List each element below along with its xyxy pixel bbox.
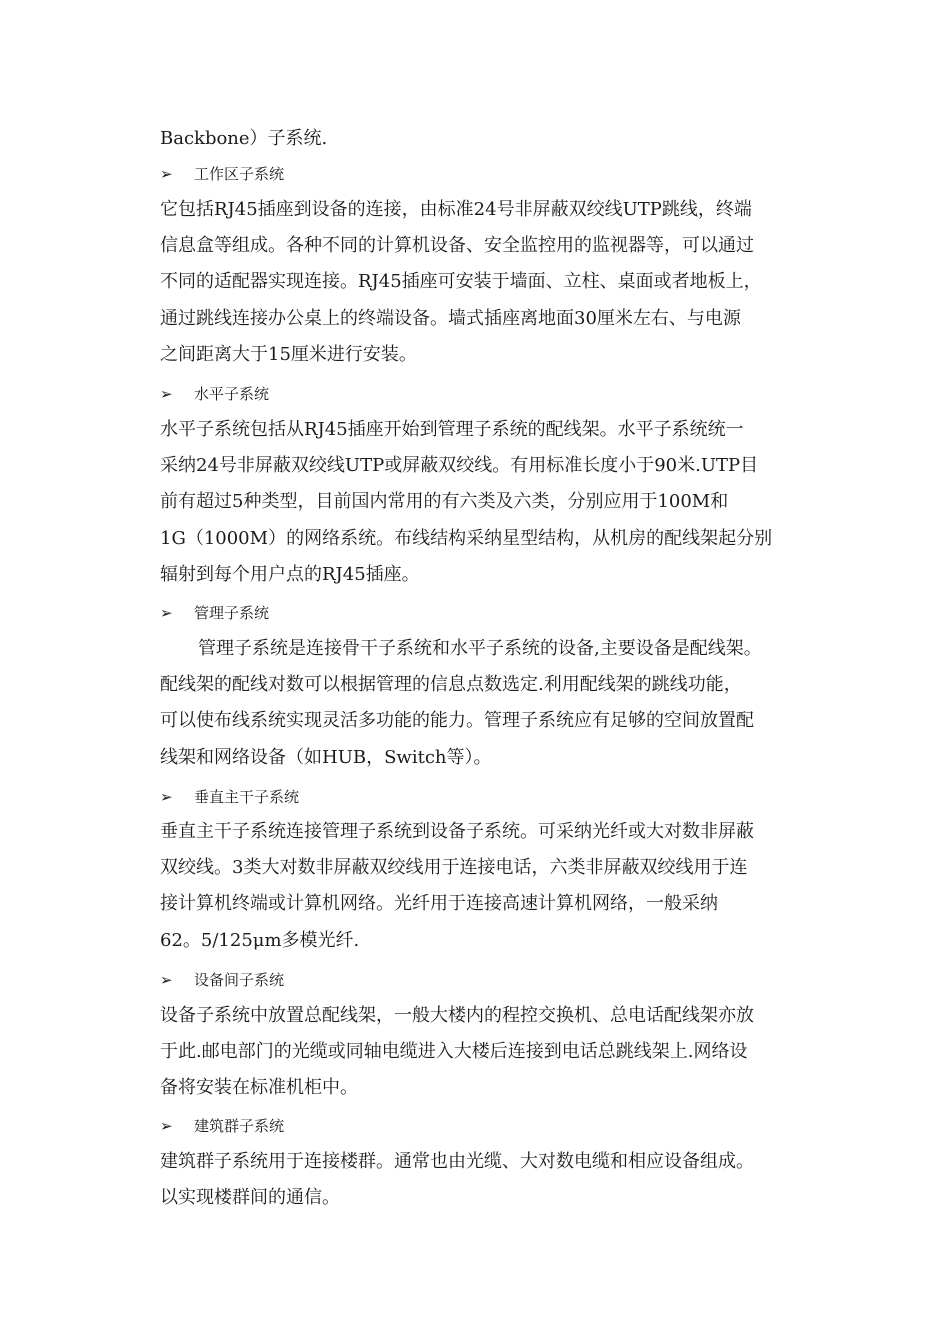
arrow-bullet-icon: ➢	[160, 165, 173, 183]
text-line: Backbone）子系统.	[160, 128, 328, 149]
text-line: 双绞线。3类大对数非屏蔽双绞线用于连接电话，六类非屏蔽双绞线用于连	[160, 857, 748, 878]
text-line: 不同的适配器实现连接。RJ45插座可安装于墙面、立柱、桌面或者地板上，	[160, 271, 762, 292]
section-heading-equipment-room	[160, 968, 810, 992]
text-line: 62。5/125μm多模光纤.	[160, 930, 360, 951]
arrow-bullet-icon: ➢	[160, 604, 173, 622]
text-line: 前有超过5种类型，目前国内常用的有六类及六类，分别应用于100M和	[160, 491, 729, 512]
text-line: 它包括RJ45插座到设备的连接，由标准24号非屏蔽双绞线UTP跳线，终端	[160, 199, 752, 220]
text-line: 以实现楼群间的通信。	[160, 1187, 340, 1208]
section-heading-backbone	[160, 785, 810, 809]
text-line: 于此.邮电部门的光缆或同轴电缆进入大楼后连接到电话总跳线架上.网络设	[160, 1041, 748, 1062]
text-line: 配线架的配线对数可以根据管理的信息点数选定.利用配线架的跳线功能，	[160, 674, 742, 695]
text-line: 信息盒等组成。各种不同的计算机设备、安全监控用的监视器等，可以通过	[160, 235, 754, 256]
heading-text: 设备间子系统	[194, 971, 285, 989]
text-line: 辐射到每个用户点的RJ45插座。	[160, 564, 420, 585]
section-heading-campus	[160, 1114, 810, 1138]
text-line: 1G（1000M）的网络系统。布线结构采纳星型结构，从机房的配线架起分别	[160, 528, 773, 549]
text-line: 通过跳线连接办公桌上的终端设备。墙式插座离地面30厘米左右、与电源	[160, 308, 741, 329]
text-line: 之间距离大于15厘米进行安装。	[160, 344, 417, 365]
heading-text: 建筑群子系统	[194, 1117, 285, 1135]
section-heading-management	[160, 601, 810, 625]
arrow-bullet-icon: ➢	[160, 1117, 173, 1135]
text-line: 管理子系统是连接骨干子系统和水平子系统的设备,主要设备是配线架。	[198, 638, 762, 659]
text-line: 垂直主干子系统连接管理子系统到设备子系统。可采纳光纤或大对数非屏蔽	[160, 821, 754, 842]
text-line: 设备子系统中放置总配线架，一般大楼内的程控交换机、总电话配线架亦放	[160, 1005, 754, 1026]
text-line: 水平子系统包括从RJ45插座开始到管理子系统的配线架。水平子系统统一	[160, 419, 744, 440]
text-line: 可以使布线系统实现灵活多功能的能力。管理子系统应有足够的空间放置配	[160, 710, 754, 731]
text-line: 接计算机终端或计算机网络。光纤用于连接高速计算机网络，一般采纳	[160, 893, 718, 914]
section-heading-work-area	[160, 162, 810, 186]
section-heading-horizontal	[160, 382, 810, 406]
arrow-bullet-icon: ➢	[160, 971, 173, 989]
arrow-bullet-icon: ➢	[160, 788, 173, 806]
heading-text: 工作区子系统	[194, 165, 285, 183]
text-line: 采纳24号非屏蔽双绞线UTP或屏蔽双绞线。有用标准长度小于90米.UTP目	[160, 455, 759, 476]
text-line: 备将安装在标准机柜中。	[160, 1077, 358, 1098]
heading-text: 垂直主干子系统	[194, 788, 300, 806]
heading-text: 水平子系统	[194, 385, 270, 403]
text-line: 建筑群子系统用于连接楼群。通常也由光缆、大对数电缆和相应设备组成。	[160, 1151, 754, 1172]
arrow-bullet-icon: ➢	[160, 385, 173, 403]
text-line: 线架和网络设备（如HUB，Switch等）。	[160, 747, 492, 768]
heading-text: 管理子系统	[194, 604, 270, 622]
